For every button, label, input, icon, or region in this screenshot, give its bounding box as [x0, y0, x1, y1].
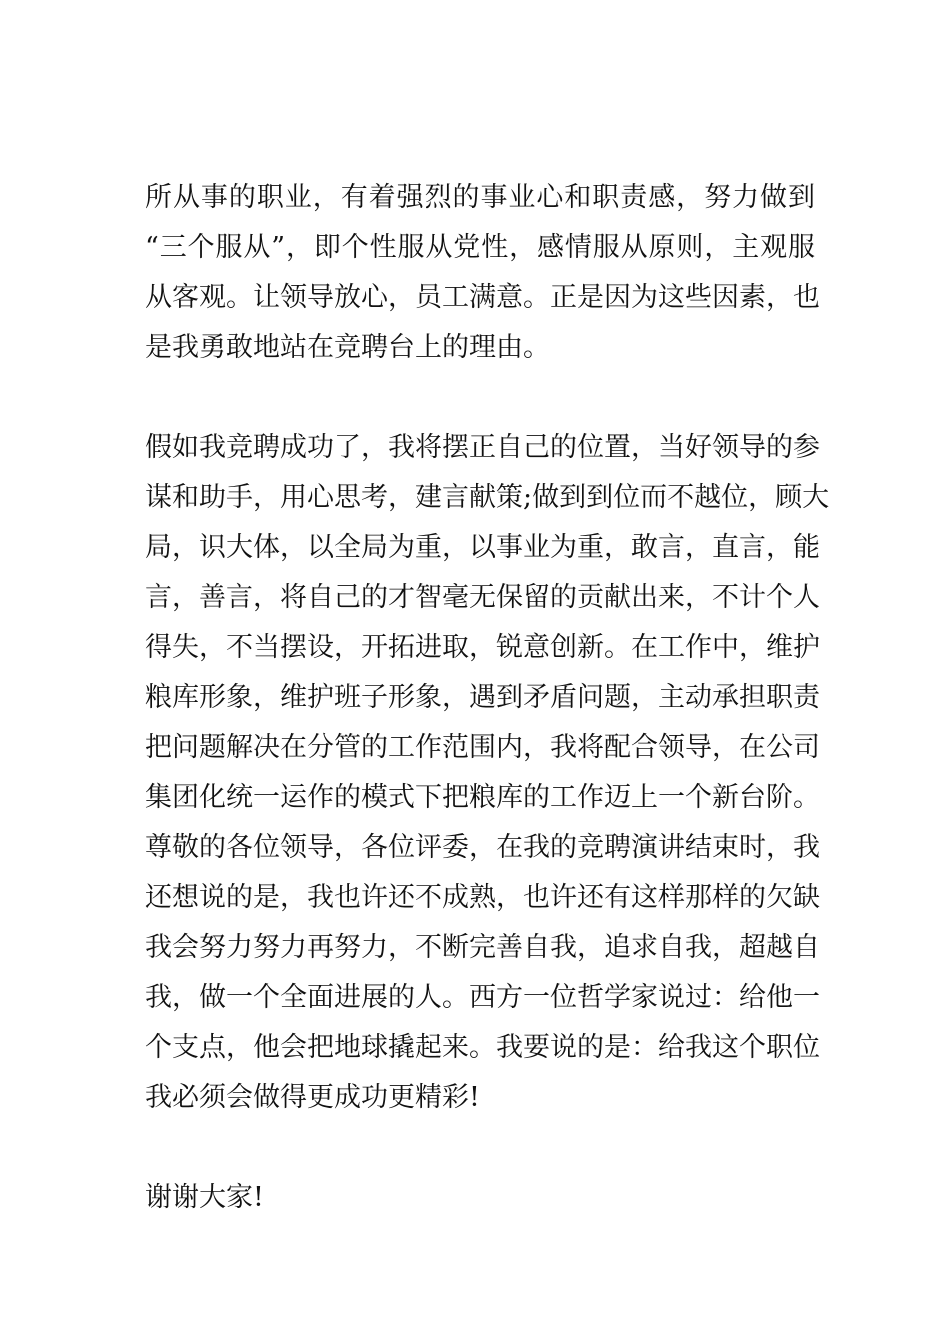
paragraph-2-line-1: 假如我竞聘成功了，我将摆正自己的位置，当好领导的参 [145, 432, 820, 463]
closing-line: 谢谢大家! [145, 1182, 264, 1213]
paragraph-1-line-4: 是我勇敢地站在竞聘台上的理由。 [145, 332, 550, 363]
paragraph-2-line-2: 谋和助手，用心思考，建言献策;做到到位而不越位，顾大 [145, 482, 830, 513]
paragraph-2-line-4: 言，善言，将自己的才智毫无保留的贡献出来，不计个人 [145, 582, 820, 613]
paragraph-2-line-6: 粮库形象，维护班子形象，遇到矛盾问题，主动承担职责 [145, 682, 820, 713]
paragraph-2-line-5: 得失，不当摆设，开拓进取，锐意创新。在工作中，维护 [145, 632, 820, 663]
paragraph-2-line-13: 个支点，他会把地球撬起来。我要说的是：给我这个职位 [145, 1032, 820, 1063]
paragraph-2-line-8: 集团化统一运作的模式下把粮库的工作迈上一个新台阶。 [145, 782, 820, 813]
paragraph-1-line-3: 从客观。让领导放心，员工满意。正是因为这些因素，也 [145, 282, 820, 313]
paragraph-2-line-14: 我必须会做得更成功更精彩! [145, 1082, 480, 1113]
paragraph-2-line-9: 尊敬的各位领导，各位评委，在我的竞聘演讲结束时，我 [145, 832, 820, 863]
paragraph-2-line-11: 我会努力努力再努力，不断完善自我，追求自我，超越自 [145, 932, 820, 963]
paragraph-2-line-10: 还想说的是，我也许还不成熟，也许还有这样那样的欠缺 [145, 882, 820, 913]
paragraph-2-line-12: 我，做一个全面进展的人。西方一位哲学家说过：给他一 [145, 982, 820, 1013]
paragraph-2-line-3: 局，识大体，以全局为重，以事业为重，敢言，直言，能 [145, 532, 820, 563]
paragraph-2-line-7: 把问题解决在分管的工作范围内，我将配合领导，在公司 [145, 732, 820, 763]
paragraph-1-line-1: 所从事的职业，有着强烈的事业心和职责感，努力做到 [145, 182, 815, 213]
paragraph-1-line-2: “三个服从”，即个性服从党性，感情服从原则，主观服 [145, 232, 815, 263]
